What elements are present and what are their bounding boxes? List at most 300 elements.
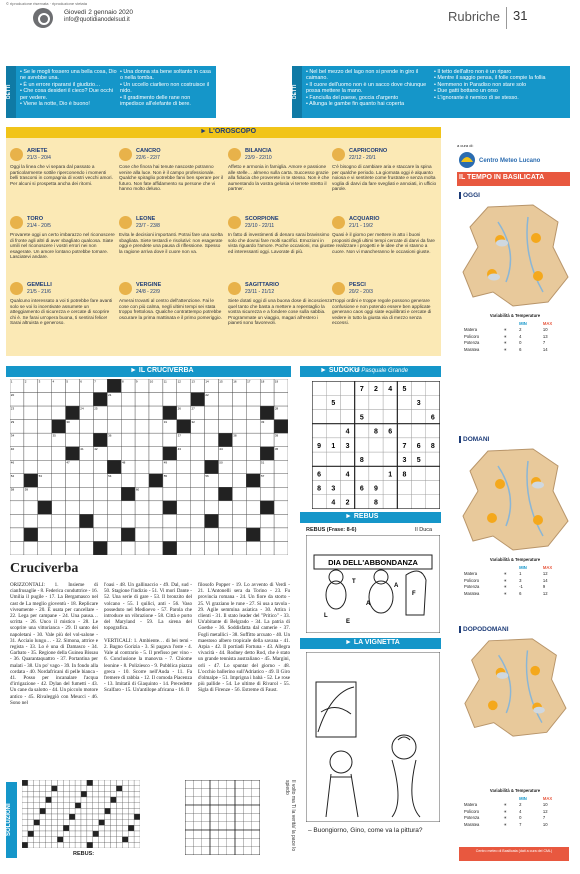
sudoku-grid[interactable]: [312, 381, 440, 509]
sudoku-cell[interactable]: [369, 452, 383, 466]
crossword-cell[interactable]: [24, 393, 38, 407]
sudoku-digit: 3: [416, 400, 421, 408]
crossword-number: 58: [10, 487, 15, 492]
sudoku-cell[interactable]: [383, 495, 397, 509]
crossword-definitions-col2: l'oasi - 48. Un gallinaccio - 49. Dal, sud - 50. Stagione l'indizio - 51. Vi morì Dante - 52. Una serie di gare - 53. Il bronzito del volcano - 55. I quilici, anti - 56. Vaso posseduto nel Medioevo - 57. Parola che introduce un vibrazione - 58. Città e porto del Maryland - 59. La sirena del topografica. VERTICALI: 1. Ambiente… di bei temi - 2. Bagno Gorizia - 3. Si pagava l'oste - 4. Vale al contrario - 5. Il prefisso per vino - 6. Conclusione la manovra - 7. Chiome leonine - 8. Poliziesco - 9. Pubblica piazza greca - 10. Scorre nell'Auda - 11. Fa fremere di rabbia - 12. Il comoda Piacenza - 13. Imitatii di Giaquinto - 14. Precedette Scalfaro - 15. Un'antilope africana - 16. Il: [104, 582, 192, 694]
crossword-cell[interactable]: [149, 460, 163, 474]
crossword-cell[interactable]: [93, 474, 107, 488]
crossword-cell[interactable]: [177, 474, 191, 488]
crossword-cell[interactable]: [52, 487, 66, 501]
solution-cell: [93, 820, 99, 826]
sudoku-cell[interactable]: [312, 424, 326, 438]
solution-cell: [122, 786, 128, 792]
crossword-cell[interactable]: [205, 433, 219, 447]
crossword-cell[interactable]: [232, 528, 246, 542]
crossword-cell[interactable]: [38, 487, 52, 501]
crossword-cell[interactable]: [135, 514, 149, 528]
crossword-grid[interactable]: [10, 379, 288, 555]
pisces-icon: [332, 282, 345, 295]
crossword-cell[interactable]: [219, 474, 233, 488]
crossword-cell[interactable]: [121, 447, 135, 461]
crossword-cell[interactable]: [66, 501, 80, 515]
crossword-cell[interactable]: [93, 487, 107, 501]
crossword-cell[interactable]: [135, 433, 149, 447]
solution-cell: [57, 791, 63, 797]
solution-cell: [87, 814, 93, 820]
crossword-cell[interactable]: [135, 420, 149, 434]
crossword-cell[interactable]: [246, 460, 260, 474]
sudoku-cell[interactable]: [369, 395, 383, 409]
crossword-cell[interactable]: [232, 474, 246, 488]
crossword-cell[interactable]: [246, 501, 260, 515]
crossword-number: 60: [135, 487, 140, 492]
crossword-cell[interactable]: [107, 487, 121, 501]
sudoku-cell[interactable]: [383, 481, 397, 495]
sign-dates: 21/1 - 19/2: [349, 223, 373, 229]
crossword-cell[interactable]: [219, 420, 233, 434]
solution-cell: [116, 808, 122, 814]
crossword-number: 56: [205, 474, 209, 479]
crossword-number: 14: [205, 379, 209, 384]
crossword-cell[interactable]: [205, 487, 219, 501]
crossword-cell[interactable]: [121, 474, 135, 488]
crossword-cell[interactable]: [24, 433, 38, 447]
sudoku-cell[interactable]: [412, 481, 426, 495]
crossword-cell[interactable]: [80, 487, 94, 501]
sudoku-cell[interactable]: [369, 409, 383, 423]
crossword-cell[interactable]: [219, 528, 233, 542]
crossword-cell[interactable]: [246, 541, 260, 555]
sudoku-cell[interactable]: [355, 495, 369, 509]
sudoku-digit: 4: [388, 385, 393, 393]
crossword-cell[interactable]: [107, 528, 121, 542]
sudoku-digit: 9: [317, 442, 322, 450]
crossword-cell[interactable]: [80, 474, 94, 488]
sudoku-cell[interactable]: [412, 495, 426, 509]
sudoku-cell[interactable]: [355, 466, 369, 480]
crossword-cell[interactable]: [66, 528, 80, 542]
crossword-cell[interactable]: [246, 447, 260, 461]
sudoku-cell[interactable]: [326, 381, 340, 395]
sudoku-cell[interactable]: [383, 438, 397, 452]
crossword-cell[interactable]: [66, 541, 80, 555]
crossword-cell[interactable]: [260, 393, 274, 407]
crossword-cell[interactable]: [121, 501, 135, 515]
crossword-cell[interactable]: [93, 420, 107, 434]
crossword-cell[interactable]: [80, 501, 94, 515]
crossword-cell[interactable]: [24, 501, 38, 515]
crossword-cell[interactable]: [163, 528, 177, 542]
crossword-cell[interactable]: [107, 406, 121, 420]
solution-cell: [69, 814, 75, 820]
crossword-cell[interactable]: [163, 393, 177, 407]
sudoku-cell[interactable]: [426, 481, 440, 495]
crossword-cell[interactable]: [38, 460, 52, 474]
crossword-cell[interactable]: [246, 487, 260, 501]
crossword-cell[interactable]: [177, 514, 191, 528]
sudoku-cell[interactable]: [326, 452, 340, 466]
crossword-cell[interactable]: [52, 393, 66, 407]
crossword-cell[interactable]: [149, 487, 163, 501]
sudoku-cell[interactable]: [312, 395, 326, 409]
crossword-cell[interactable]: [66, 474, 80, 488]
solution-cell: [128, 814, 134, 820]
crossword-cell[interactable]: [219, 393, 233, 407]
crossword-cell[interactable]: [246, 393, 260, 407]
crossword-cell[interactable]: [121, 406, 135, 420]
sudoku-cell[interactable]: [312, 409, 326, 423]
crossword-cell[interactable]: [149, 501, 163, 515]
crossword-cell[interactable]: [66, 393, 80, 407]
sudoku-cell[interactable]: [383, 395, 397, 409]
sudoku-cell[interactable]: [355, 438, 369, 452]
crossword-cell[interactable]: [274, 474, 288, 488]
crossword-cell[interactable]: [149, 433, 163, 447]
crossword-cell[interactable]: [232, 501, 246, 515]
crossword-cell[interactable]: [38, 514, 52, 528]
crossword-cell[interactable]: [52, 447, 66, 461]
crossword-cell[interactable]: [38, 541, 52, 555]
crossword-cell[interactable]: [80, 433, 94, 447]
crossword-cell[interactable]: [260, 433, 274, 447]
crossword-cell[interactable]: [10, 541, 24, 555]
crossword-cell: [260, 447, 274, 461]
crossword-cell[interactable]: [135, 541, 149, 555]
sudoku-cell[interactable]: [369, 438, 383, 452]
sudoku-cell[interactable]: [426, 395, 440, 409]
crossword-number: 25: [94, 406, 98, 411]
crossword-cell[interactable]: [107, 501, 121, 515]
sudoku-cell[interactable]: [397, 481, 411, 495]
crossword-cell[interactable]: [191, 433, 205, 447]
crossword-cell[interactable]: [38, 393, 52, 407]
crossword-cell[interactable]: [191, 447, 205, 461]
detti-label: DETTI: [6, 66, 16, 118]
crossword-cell[interactable]: [246, 420, 260, 434]
crossword-cell: [66, 406, 80, 420]
crossword-cell[interactable]: [93, 460, 107, 474]
crossword-cell[interactable]: [246, 433, 260, 447]
crossword-cell[interactable]: [177, 501, 191, 515]
sudoku-cell[interactable]: [340, 409, 354, 423]
solution-cell: [40, 825, 46, 831]
solution-cell: [81, 837, 87, 843]
sign-text: Quasi è il giorno per mettere in atto i buoni propositi degli ultimi tempi cercate di darvi da fare e realizzare i progetti e le idee che vi stanno a cuore. Non vi mancheranno le occasioni giuste.: [332, 232, 435, 254]
crossword-cell[interactable]: [205, 406, 219, 420]
crossword-cell[interactable]: [260, 528, 274, 542]
crossword-cell: [246, 474, 260, 488]
crossword-cell[interactable]: [121, 420, 135, 434]
detti-list-c: [306, 69, 430, 107]
crossword-cell[interactable]: [80, 420, 94, 434]
solution-cell: [75, 820, 81, 826]
sudoku-cell[interactable]: [312, 452, 326, 466]
sudoku-digit: 6: [416, 442, 421, 450]
crossword-cell[interactable]: [121, 433, 135, 447]
crossword-cell[interactable]: [260, 514, 274, 528]
solution-cell: [105, 814, 111, 820]
crossword-cell[interactable]: [219, 406, 233, 420]
sudoku-cell[interactable]: [426, 495, 440, 509]
crossword-cell[interactable]: [191, 514, 205, 528]
crossword-cell[interactable]: [149, 447, 163, 461]
meteo-logo-text: Centro Meteo Lucano: [479, 158, 541, 164]
crossword-cell[interactable]: [149, 514, 163, 528]
sudoku-cell[interactable]: [326, 409, 340, 423]
crossword-cell[interactable]: [38, 528, 52, 542]
crossword-cell[interactable]: [52, 501, 66, 515]
solution-cell: [63, 808, 69, 814]
sudoku-cell[interactable]: [397, 424, 411, 438]
crossword-cell[interactable]: [191, 541, 205, 555]
solution-cell: [99, 791, 105, 797]
crossword-cell[interactable]: [107, 420, 121, 434]
crossword-cell[interactable]: [52, 406, 66, 420]
crossword-cell[interactable]: [121, 541, 135, 555]
crossword-cell[interactable]: [274, 487, 288, 501]
crossword-cell[interactable]: [205, 541, 219, 555]
sudoku-cell[interactable]: [340, 395, 354, 409]
crossword-cell[interactable]: [66, 433, 80, 447]
crossword-cell[interactable]: [10, 528, 24, 542]
solution-cell: [52, 825, 58, 831]
solution-cell: [52, 842, 58, 848]
sudoku-digit: 4: [345, 428, 350, 436]
crossword-cell[interactable]: [219, 501, 233, 515]
crossword-cell[interactable]: [177, 487, 191, 501]
crossword-cell[interactable]: [24, 406, 38, 420]
sudoku-cell[interactable]: [369, 466, 383, 480]
crossword-cell[interactable]: [149, 541, 163, 555]
sudoku-cell[interactable]: [412, 424, 426, 438]
basilicata-map: [458, 446, 570, 554]
crossword-cell[interactable]: [163, 514, 177, 528]
sudoku-digit: 6: [317, 471, 322, 479]
crossword-cell[interactable]: [219, 541, 233, 555]
crossword-cell[interactable]: [135, 393, 149, 407]
crossword-cell[interactable]: [191, 474, 205, 488]
crossword-cell[interactable]: [274, 501, 288, 515]
sudoku-cell[interactable]: [426, 466, 440, 480]
crossword-cell[interactable]: [52, 541, 66, 555]
crossword-cell[interactable]: [232, 420, 246, 434]
crossword-cell[interactable]: [135, 460, 149, 474]
crossword-cell[interactable]: [205, 447, 219, 461]
crossword-cell[interactable]: [274, 393, 288, 407]
detto-item: • Un uccello ciarliero non costruisce il nido.: [120, 81, 210, 95]
rebus-letter: T: [352, 579, 356, 585]
sudoku-cell[interactable]: [312, 381, 326, 395]
crossword-cell[interactable]: [93, 501, 107, 515]
crossword-number: 44: [219, 447, 223, 452]
solution-cell: [116, 820, 122, 826]
solution-cell: [134, 786, 140, 792]
sudoku-cell[interactable]: [340, 452, 354, 466]
crossword-cell[interactable]: [10, 501, 24, 515]
solution-cell: [46, 786, 52, 792]
solution-cell: [28, 825, 34, 831]
crossword-cell[interactable]: [135, 447, 149, 461]
crossword-cell[interactable]: [232, 487, 246, 501]
crossword-cell[interactable]: [274, 541, 288, 555]
crossword-cell[interactable]: [38, 433, 52, 447]
taurus-icon: [10, 216, 23, 229]
crossword-cell[interactable]: [80, 393, 94, 407]
crossword-cell[interactable]: [135, 501, 149, 515]
crossword-cell[interactable]: [274, 460, 288, 474]
crossword-cell[interactable]: [24, 514, 38, 528]
sudoku-cell[interactable]: [326, 466, 340, 480]
crossword-cell[interactable]: [24, 541, 38, 555]
crossword-cell[interactable]: [274, 528, 288, 542]
crossword-cell[interactable]: [219, 514, 233, 528]
solution-cell: [28, 791, 34, 797]
crossword-cell[interactable]: [10, 514, 24, 528]
crossword-cell[interactable]: [38, 447, 52, 461]
solution-cell: [202, 838, 210, 846]
crossword-cell[interactable]: [66, 514, 80, 528]
crossword-cell[interactable]: [232, 541, 246, 555]
crossword-cell[interactable]: [121, 393, 135, 407]
solution-cell: [134, 780, 140, 786]
sudoku-cell[interactable]: [383, 409, 397, 423]
crossword-cell[interactable]: [177, 541, 191, 555]
crossword-cell[interactable]: [93, 528, 107, 542]
contact-email[interactable]: info@quotidianodelsud.it: [64, 17, 130, 23]
solution-cell: [34, 791, 40, 797]
sudoku-cell[interactable]: [426, 424, 440, 438]
crossword-cell[interactable]: [52, 474, 66, 488]
crossword-cell[interactable]: [66, 487, 80, 501]
rebus-solution-label: REBUS:: [73, 851, 95, 857]
crossword-cell[interactable]: [205, 420, 219, 434]
crossword-cell[interactable]: [135, 528, 149, 542]
crossword-cell[interactable]: [149, 393, 163, 407]
solution-cell: [69, 786, 75, 792]
sudoku-cell[interactable]: [355, 395, 369, 409]
sudoku-cell[interactable]: [426, 381, 440, 395]
crossword-cell[interactable]: [191, 487, 205, 501]
crossword-cell[interactable]: [177, 528, 191, 542]
crossword-cell[interactable]: [149, 420, 163, 434]
crossword-cell[interactable]: [107, 541, 121, 555]
crossword-cell[interactable]: [149, 406, 163, 420]
sudoku-cell[interactable]: [397, 409, 411, 423]
crossword-cell[interactable]: [260, 487, 274, 501]
solution-cell: [57, 808, 63, 814]
solution-cell: [57, 786, 63, 792]
sudoku-cell[interactable]: [412, 409, 426, 423]
crossword-cell[interactable]: [232, 406, 246, 420]
weather-icon: [533, 515, 543, 525]
solution-cell: [128, 837, 134, 843]
sudoku-digit: 3: [402, 457, 407, 465]
sudoku-cell[interactable]: [426, 452, 440, 466]
sudoku-cell[interactable]: [312, 495, 326, 509]
sudoku-cell[interactable]: [397, 395, 411, 409]
crossword-cell[interactable]: [24, 447, 38, 461]
crossword-cell[interactable]: [177, 393, 191, 407]
crossword-cell[interactable]: [232, 447, 246, 461]
crossword-cell[interactable]: [232, 393, 246, 407]
solution-cell: [22, 831, 28, 837]
crossword-cell[interactable]: [135, 474, 149, 488]
crossword-cell[interactable]: [52, 528, 66, 542]
crossword-number: 54: [108, 474, 112, 479]
solution-cell: [63, 820, 69, 826]
crossword-cell[interactable]: [24, 420, 38, 434]
crossword-cell[interactable]: [177, 460, 191, 474]
sudoku-cell[interactable]: [383, 452, 397, 466]
sudoku-title: ► SUDOKU: [320, 367, 360, 374]
crossword-cell[interactable]: [274, 514, 288, 528]
sudoku-cell[interactable]: [397, 495, 411, 509]
crossword-cell[interactable]: [246, 514, 260, 528]
crossword-cell[interactable]: [149, 528, 163, 542]
solution-cell: [22, 808, 28, 814]
crossword-cell[interactable]: [232, 514, 246, 528]
sudoku-cell[interactable]: [340, 381, 354, 395]
solution-cell: [99, 803, 105, 809]
solution-cell: [34, 825, 40, 831]
crossword-number: 43: [177, 447, 181, 452]
crossword-number: 17: [247, 379, 251, 384]
sudoku-cell[interactable]: [412, 381, 426, 395]
crossword-cell[interactable]: [205, 528, 219, 542]
crossword-cell[interactable]: [80, 541, 94, 555]
crossword-number: 19: [274, 379, 279, 384]
crossword-cell[interactable]: [80, 528, 94, 542]
crossword-cell[interactable]: [38, 406, 52, 420]
crossword-cell[interactable]: [205, 501, 219, 515]
crossword-cell[interactable]: [260, 541, 274, 555]
crossword-cell[interactable]: [191, 501, 205, 515]
crossword-cell[interactable]: [80, 460, 94, 474]
sudoku-cell[interactable]: [412, 466, 426, 480]
crossword-cell[interactable]: [38, 420, 52, 434]
crossword-cell[interactable]: [163, 487, 177, 501]
crossword-cell[interactable]: [191, 528, 205, 542]
crossword-cell[interactable]: [163, 433, 177, 447]
crossword-cell[interactable]: [246, 406, 260, 420]
crossword-cell[interactable]: [24, 460, 38, 474]
solution-cell: [52, 791, 58, 797]
crossword-cell[interactable]: [93, 514, 107, 528]
crossword-cell: [80, 514, 94, 528]
crossword-cell[interactable]: [191, 460, 205, 474]
crossword-cell[interactable]: [52, 514, 66, 528]
crossword-cell[interactable]: [52, 460, 66, 474]
crossword-number: 35: [52, 433, 56, 438]
crossword-cell[interactable]: [135, 406, 149, 420]
sign-dates: 22/12 - 20/1: [349, 155, 376, 161]
detto-item: • Se le mogli fossero una bella cosa, Dio ne avrebbe una.: [20, 69, 117, 82]
sudoku-cell[interactable]: [326, 424, 340, 438]
crossword-number: 21: [108, 392, 112, 397]
table-row: Potenza ☀ -1 9: [464, 584, 546, 590]
crossword-cell[interactable]: [121, 514, 135, 528]
crossword-number: 33: [261, 420, 265, 425]
crossword-cell[interactable]: [107, 447, 121, 461]
sudoku-cell[interactable]: [355, 424, 369, 438]
solution-cell: [46, 820, 52, 826]
crossword-cell[interactable]: [107, 514, 121, 528]
crossword-number: 12: [177, 379, 181, 384]
sudoku-cell[interactable]: [340, 481, 354, 495]
solution-cell: [63, 837, 69, 843]
crossword-number: 13: [191, 379, 195, 384]
crossword-cell[interactable]: [232, 460, 246, 474]
